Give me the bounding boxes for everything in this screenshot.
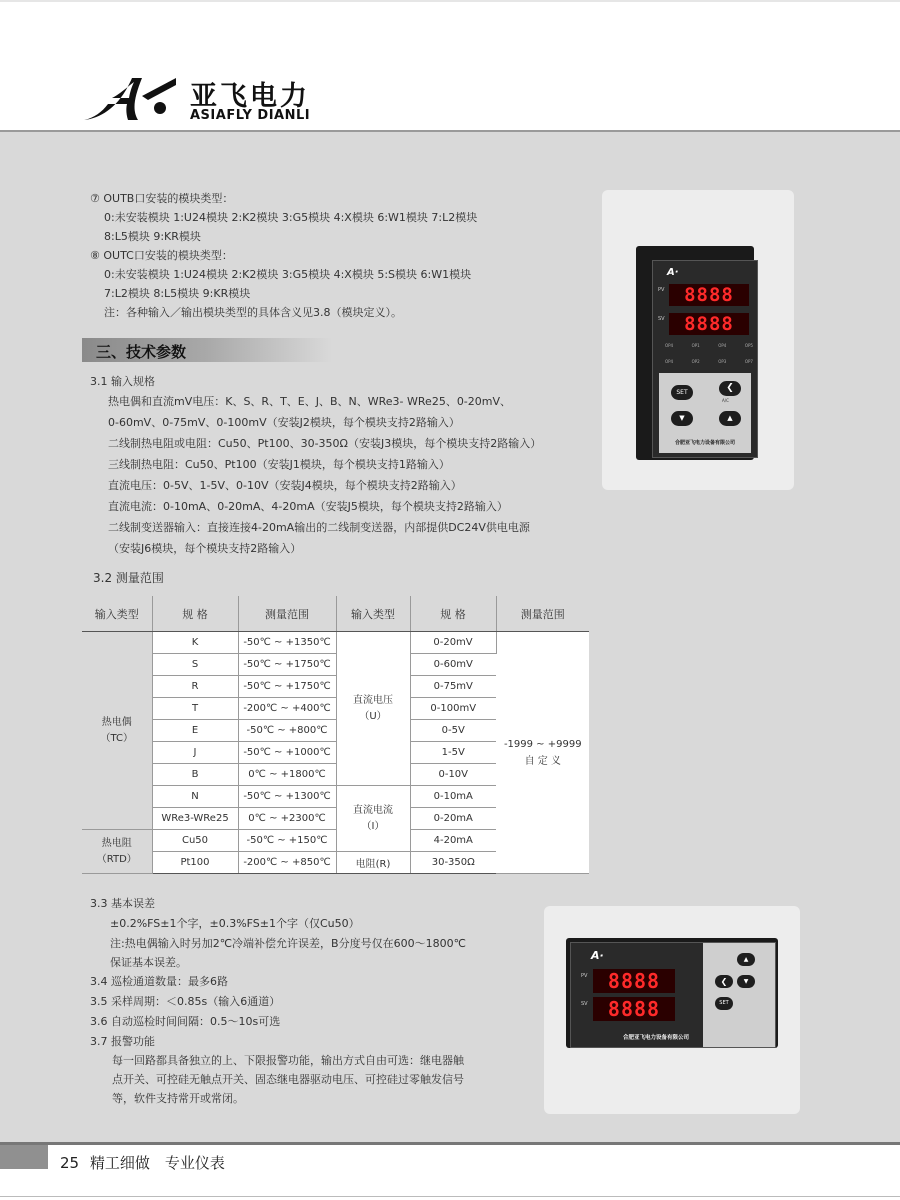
spec-cell: N bbox=[152, 786, 238, 808]
input-spec-line: 0-60mV、0-75mV、0-100mV（安装J2模块，每个模块支持2路输入） bbox=[108, 416, 460, 429]
keypad-area bbox=[659, 373, 751, 453]
controller-front-panel bbox=[652, 260, 758, 458]
error-line: ±0.2%FS±1个字，±0.3%FS±1个字（仅Cu50） bbox=[110, 917, 360, 930]
left-arrow-button[interactable]: ❮ bbox=[719, 381, 741, 396]
page-number: 25 bbox=[60, 1154, 80, 1172]
company-logo-icon bbox=[80, 68, 180, 128]
alarm-line: 每一回路都具备独立的上、下限报警功能，输出方式自由可选：继电器触 bbox=[112, 1054, 464, 1067]
indicator-label: OP3 bbox=[718, 359, 727, 364]
up-arrow-button[interactable]: ▲ bbox=[737, 953, 755, 966]
spec-cell: 0-5V bbox=[410, 720, 496, 742]
column-header: 输入类型 bbox=[336, 596, 410, 632]
keypad-area bbox=[703, 943, 775, 1047]
range-cell: 0℃ ~ +2300℃ bbox=[238, 808, 336, 830]
table-header-row bbox=[82, 596, 589, 632]
input-spec-line: 直流电压：0-5V、1-5V、0-10V（安装J4模块，每个模块支持2路输入） bbox=[108, 479, 462, 492]
left-arrow-button[interactable]: ❮ bbox=[715, 975, 733, 988]
spec-cell: E bbox=[152, 720, 238, 742]
pv-label: PV bbox=[658, 287, 665, 293]
horizontal-controller-photo bbox=[544, 906, 800, 1114]
column-header: 测量范围 bbox=[238, 596, 336, 632]
am-key-label: A/C bbox=[722, 398, 729, 403]
error-line: 注:热电偶输入时另加2℃冷端补偿允许误差，B分度号仅在600～1800℃ bbox=[110, 937, 466, 950]
range-cell: -50℃ ~ +1750℃ bbox=[238, 654, 336, 676]
sv-label: SV bbox=[658, 316, 665, 322]
spec-cell: 30-350Ω bbox=[410, 852, 496, 874]
range-cell: -50℃ ~ +1750℃ bbox=[238, 676, 336, 698]
footer bbox=[60, 1152, 225, 1173]
spec-cell: T bbox=[152, 698, 238, 720]
range-heading: 3.2 测量范围 bbox=[93, 571, 164, 585]
spec-cell: 0-20mV bbox=[410, 632, 496, 654]
indicator-label: OP4 bbox=[665, 359, 674, 364]
range-cell: -50℃ ~ +150℃ bbox=[238, 830, 336, 852]
right-range-cell: -1999 ~ +9999 自 定 义 bbox=[496, 632, 589, 874]
spec-cell: 0-100mV bbox=[410, 698, 496, 720]
outb-title: ⑦ OUTB口安装的模块类型： bbox=[90, 192, 234, 205]
range-cell: -50℃ ~ +800℃ bbox=[238, 720, 336, 742]
spec-cell: 0-20mA bbox=[410, 808, 496, 830]
indicator-label: OP4 bbox=[718, 343, 727, 348]
down-arrow-button[interactable]: ▼ bbox=[737, 975, 755, 988]
vertical-controller-photo bbox=[602, 190, 794, 490]
type-cell-voltage: 直流电压 （U） bbox=[336, 632, 410, 786]
spec-cell: Cu50 bbox=[152, 830, 238, 852]
interval-spec: 3.6 自动巡检时间间隔：0.5～10s可选 bbox=[90, 1015, 281, 1028]
module-note: 注：各种输入／输出模块类型的具体含义见3.8（模块定义）。 bbox=[104, 306, 402, 319]
page-header bbox=[0, 2, 900, 130]
column-header: 规 格 bbox=[410, 596, 496, 632]
indicator-label: OP7 bbox=[744, 359, 753, 364]
range-cell: -200℃ ~ +850℃ bbox=[238, 852, 336, 874]
indicator-label: OP5 bbox=[744, 343, 753, 348]
measurement-range-table bbox=[82, 596, 589, 874]
spec-cell: 4-20mA bbox=[410, 830, 496, 852]
logo-mark-icon: A· bbox=[667, 267, 679, 278]
type-cell-rtd: 热电阻 （RTD） bbox=[82, 830, 152, 874]
spec-cell: 0-10V bbox=[410, 764, 496, 786]
outb-line-1: 0:未安装模块 1:U24模块 2:K2模块 3:G5模块 4:X模块 6:W1模块 7:L2模块 bbox=[104, 211, 478, 224]
indicator-label: OP1 bbox=[691, 343, 700, 348]
type-cell-current: 直流电流 （I） bbox=[336, 786, 410, 852]
sv-display: 8888 bbox=[669, 313, 749, 335]
down-arrow-button[interactable]: ▼ bbox=[671, 411, 693, 426]
input-spec-line: 二线制变送器输入：直接连接4-20mA输出的二线制变送器，内部提供DC24V供电电源 bbox=[108, 521, 530, 534]
input-spec-line: 三线制热电阻：Cu50、Pt100（安装J1模块，每个模块支持1路输入） bbox=[108, 458, 450, 471]
range-cell: -200℃ ~ +400℃ bbox=[238, 698, 336, 720]
footer-rule bbox=[0, 1142, 900, 1145]
spec-cell: J bbox=[152, 742, 238, 764]
sv-display: 8888 bbox=[593, 997, 675, 1021]
spec-cell: R bbox=[152, 676, 238, 698]
spec-cell: 0-60mV bbox=[410, 654, 496, 676]
spec-cell: WRe3-WRe25 bbox=[152, 808, 238, 830]
indicator-label: OP4 bbox=[665, 343, 674, 348]
logo-mark-icon: A· bbox=[591, 949, 604, 962]
up-arrow-button[interactable]: ▲ bbox=[719, 411, 741, 426]
set-button[interactable]: SET bbox=[715, 997, 733, 1010]
input-spec-line: 直流电流：0-10mA、0-20mA、4-20mA（安装J5模块，每个模块支持2路输入） bbox=[108, 500, 508, 513]
channels-spec: 3.4 巡检通道数量：最多6路 bbox=[90, 975, 228, 988]
pv-display: 8888 bbox=[669, 284, 749, 306]
column-header: 输入类型 bbox=[82, 596, 152, 632]
spec-cell: 0-10mA bbox=[410, 786, 496, 808]
input-spec-line: （安装J6模块，每个模块支持2路输入） bbox=[108, 542, 302, 555]
outc-line-2: 7:L2模块 8:L5模块 9:KR模块 bbox=[104, 287, 251, 300]
outc-title: ⑧ OUTC口安装的模块类型： bbox=[90, 249, 233, 262]
footer-slogan: 精工细做 专业仪表 bbox=[89, 1154, 225, 1172]
indicator-label: OP2 bbox=[691, 359, 700, 364]
pv-label: PV bbox=[581, 973, 588, 979]
spec-cell: Pt100 bbox=[152, 852, 238, 874]
brand-name-english: ASIAFLY DIANLI bbox=[190, 108, 311, 123]
indicator-row-top bbox=[665, 343, 753, 348]
spec-cell: 0-75mV bbox=[410, 676, 496, 698]
input-spec-heading: 3.1 输入规格 bbox=[90, 375, 155, 388]
spec-cell: B bbox=[152, 764, 238, 786]
indicator-row-bottom bbox=[665, 359, 753, 364]
brand-name-chinese: 亚飞电力 bbox=[190, 81, 310, 112]
spec-cell: K bbox=[152, 632, 238, 654]
footer-accent-block bbox=[0, 1145, 48, 1169]
column-header: 测量范围 bbox=[496, 596, 589, 632]
alarm-line: 等，软件支持常开或常闭。 bbox=[112, 1092, 244, 1105]
section-title: 三、技术参数 bbox=[96, 343, 187, 361]
error-line: 保证基本误差。 bbox=[110, 956, 187, 969]
type-cell-tc: 热电偶 （TC） bbox=[82, 632, 152, 830]
table-row bbox=[82, 632, 589, 654]
sampling-spec: 3.5 采样周期：＜0.85s（输入6通道） bbox=[90, 995, 281, 1008]
range-cell: -50℃ ~ +1000℃ bbox=[238, 742, 336, 764]
alarm-line: 点开关、可控硅无触点开关、固态继电器驱动电压、可控硅过零触发信号 bbox=[112, 1073, 464, 1086]
input-spec-line: 二线制热电阻或电阻：Cu50、Pt100、30-350Ω（安装J3模块，每个模块支持2路输入） bbox=[108, 437, 542, 450]
range-cell: -50℃ ~ +1350℃ bbox=[238, 632, 336, 654]
error-heading: 3.3 基本误差 bbox=[90, 897, 155, 910]
spec-cell: S bbox=[152, 654, 238, 676]
device-company-label: 合肥亚飞电力设备有限公司 bbox=[674, 440, 735, 446]
controller-front-panel bbox=[570, 942, 776, 1048]
alarm-heading: 3.7 报警功能 bbox=[90, 1035, 155, 1048]
input-spec-line: 热电偶和直流mV电压：K、S、R、T、E、J、B、N、WRe3- WRe25、0-20mV、 bbox=[108, 395, 512, 408]
device-company-label: 合肥亚飞电力设备有限公司 bbox=[622, 1035, 689, 1041]
spec-cell: 1-5V bbox=[410, 742, 496, 764]
bottom-edge bbox=[0, 1196, 900, 1197]
range-cell: -50℃ ~ +1300℃ bbox=[238, 786, 336, 808]
sv-label: SV bbox=[581, 1001, 588, 1007]
column-header: 规 格 bbox=[152, 596, 238, 632]
outc-line-1: 0:未安装模块 1:U24模块 2:K2模块 3:G5模块 4:X模块 5:S模块 6:W1模块 bbox=[104, 268, 472, 281]
range-cell: 0℃ ~ +1800℃ bbox=[238, 764, 336, 786]
set-button[interactable]: SET bbox=[671, 385, 693, 400]
outb-line-2: 8:L5模块 9:KR模块 bbox=[104, 230, 201, 243]
type-cell-resistance: 电阻(R) bbox=[336, 852, 410, 874]
pv-display: 8888 bbox=[593, 969, 675, 993]
